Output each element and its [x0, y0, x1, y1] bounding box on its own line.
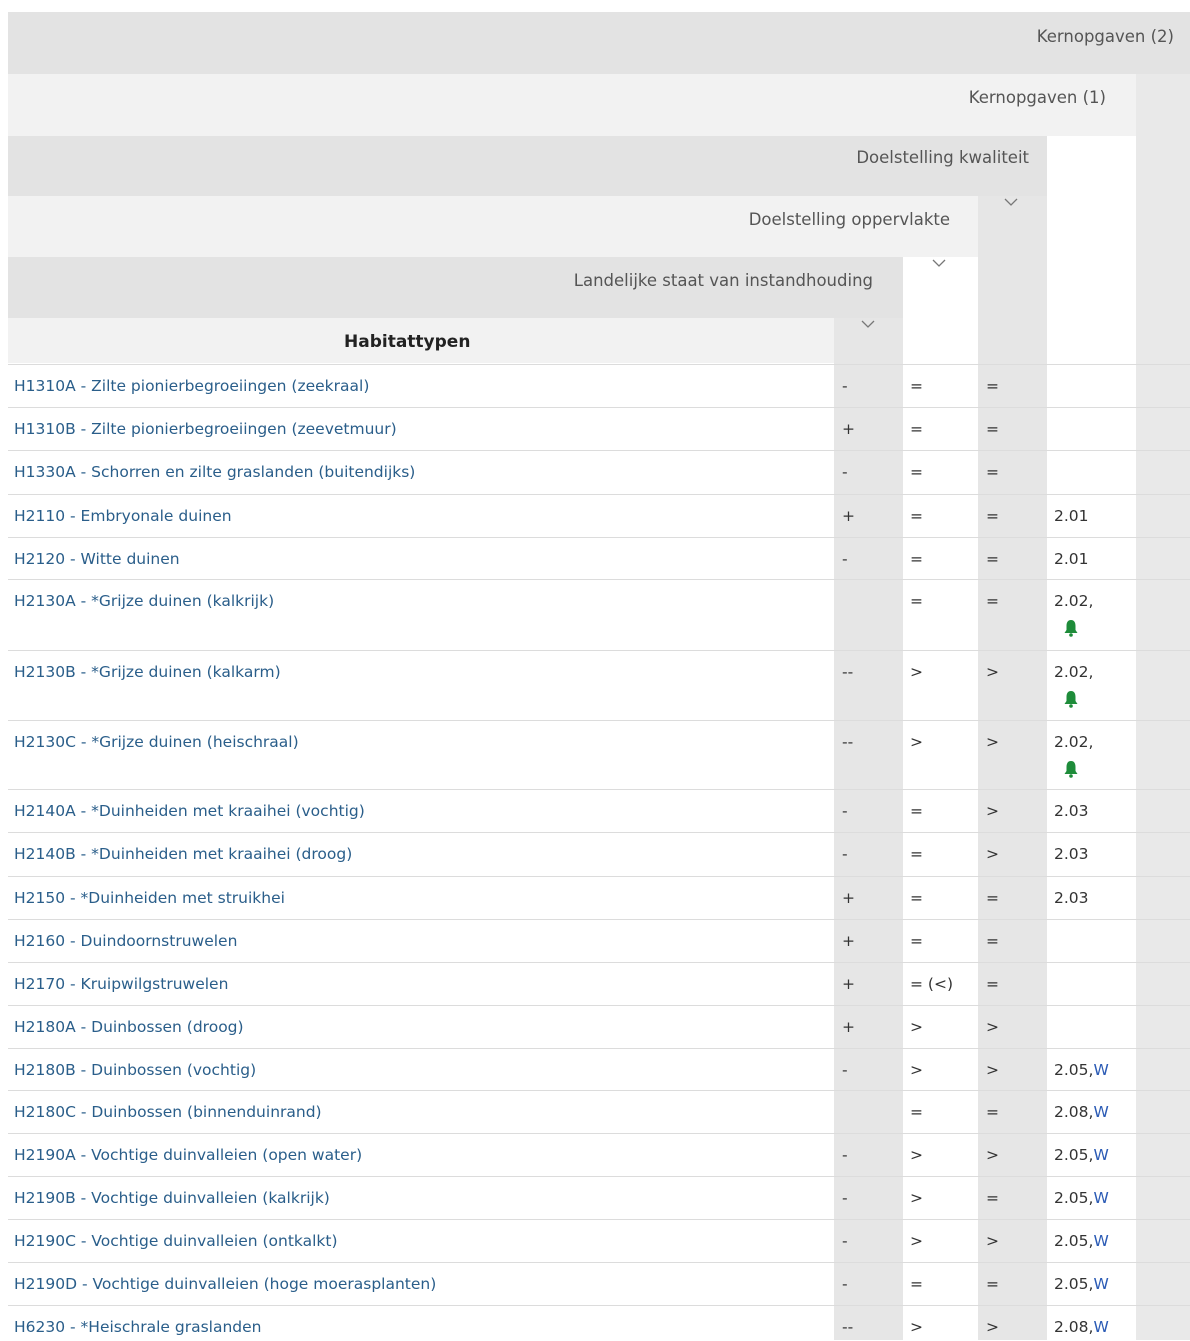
header-doelstelling-oppervlakte[interactable] — [8, 196, 978, 257]
kernopgave-value — [1054, 550, 1089, 568]
chevron-down-icon[interactable] — [1004, 198, 1022, 212]
header-kernopgaven-1[interactable] — [8, 74, 1136, 136]
kernopgave-code: 2.05, — [1054, 1146, 1094, 1164]
doel-oppervlakte-value: = — [910, 932, 923, 950]
habitat-name-link[interactable]: H6230 - *Heischrale graslanden — [14, 1318, 262, 1336]
kernopgave-value — [1054, 1189, 1109, 1207]
habitat-name-link[interactable]: H1330A - Schorren en zilte graslanden (buitendijks) — [14, 463, 416, 481]
wateropgave-link[interactable]: W — [1093, 1232, 1109, 1250]
doel-oppervlakte-value: > — [910, 1232, 923, 1250]
chevron-down-icon[interactable] — [861, 320, 879, 334]
habitat-name-link[interactable]: H2150 - *Duinheiden met struikhei — [14, 889, 285, 907]
habitat-name-link[interactable]: H2170 - Kruipwilgstruwelen — [14, 975, 229, 993]
doel-oppervlakte-value: = — [910, 802, 923, 820]
habitat-name-link[interactable]: H2180B - Duinbossen (vochtig) — [14, 1061, 257, 1079]
header-kernopgaven-2[interactable] — [8, 12, 1190, 74]
table-row[interactable] — [8, 832, 1190, 877]
doel-kwaliteit-value: = — [986, 463, 999, 481]
table-row[interactable] — [8, 1005, 1190, 1049]
doel-kwaliteit-value: = — [986, 507, 999, 525]
landelijke-staat-value: - — [842, 802, 848, 820]
habitat-name-link[interactable]: H2130A - *Grijze duinen (kalkrijk) — [14, 592, 275, 610]
header-habitattypen-label: Habitattypen — [344, 332, 471, 352]
kernopgave-value — [1054, 845, 1089, 863]
doel-kwaliteit-value: > — [986, 1018, 999, 1036]
wateropgave-link[interactable]: W — [1093, 1061, 1109, 1079]
doel-kwaliteit-value: > — [986, 1061, 999, 1079]
table-row[interactable] — [8, 1048, 1190, 1091]
doel-kwaliteit-value: = — [986, 550, 999, 568]
doel-oppervlakte-value: > — [910, 733, 923, 751]
kernopgave-value — [1054, 733, 1093, 751]
doel-oppervlakte-value: > — [910, 1318, 923, 1336]
landelijke-staat-value: + — [842, 420, 855, 438]
table-row[interactable] — [8, 537, 1190, 580]
kernopgave-value — [1054, 507, 1089, 525]
table-row[interactable] — [8, 364, 1190, 408]
doel-oppervlakte-value: = — [910, 1103, 923, 1121]
table-row[interactable] — [8, 789, 1190, 833]
doel-kwaliteit-value: = — [986, 420, 999, 438]
table-row[interactable] — [8, 1176, 1190, 1220]
doel-kwaliteit-value: > — [986, 845, 999, 863]
kernopgave-value — [1054, 1061, 1109, 1079]
doel-kwaliteit-value: > — [986, 663, 999, 681]
landelijke-staat-value: - — [842, 845, 848, 863]
kernopgave-code: 2.03 — [1054, 889, 1089, 907]
landelijke-staat-value: - — [842, 1146, 848, 1164]
habitat-name-link[interactable]: H2180A - Duinbossen (droog) — [14, 1018, 244, 1036]
doel-kwaliteit-value: > — [986, 1318, 999, 1336]
bell-icon[interactable] — [1063, 619, 1079, 637]
habitat-name-link[interactable]: H2190A - Vochtige duinvalleien (open water) — [14, 1146, 363, 1164]
kernopgave-code: 2.03 — [1054, 802, 1089, 820]
landelijke-staat-value: - — [842, 1061, 848, 1079]
doel-kwaliteit-value: > — [986, 802, 999, 820]
landelijke-staat-value: - — [842, 463, 848, 481]
doel-oppervlakte-value: = — [910, 507, 923, 525]
kernopgave-value — [1054, 1318, 1109, 1336]
landelijke-staat-value: - — [842, 377, 848, 395]
kernopgave-code: 2.01 — [1054, 550, 1089, 568]
table-row[interactable] — [8, 450, 1190, 495]
header-doelstelling-kwaliteit-label: Doelstelling kwaliteit — [856, 148, 1029, 167]
doel-oppervlakte-value: = — [910, 845, 923, 863]
wateropgave-link[interactable]: W — [1093, 1275, 1109, 1293]
kernopgave-code: 2.05, — [1054, 1061, 1094, 1079]
kernopgave-code: 2.02, — [1054, 733, 1094, 751]
header-landelijke-staat[interactable] — [8, 257, 903, 318]
kernopgave-value — [1054, 1275, 1109, 1293]
doel-kwaliteit-value: > — [986, 733, 999, 751]
doel-kwaliteit-value: = — [986, 932, 999, 950]
doel-kwaliteit-value: = — [986, 377, 999, 395]
doel-kwaliteit-value: = — [986, 975, 999, 993]
bell-icon[interactable] — [1063, 760, 1079, 778]
bell-icon[interactable] — [1063, 690, 1079, 708]
landelijke-staat-value: + — [842, 1018, 855, 1036]
table-row[interactable] — [8, 1305, 1190, 1341]
doel-oppervlakte-value: > — [910, 1189, 923, 1207]
header-habitattypen[interactable] — [8, 318, 834, 363]
habitat-name-link[interactable]: H2140B - *Duinheiden met kraaihei (droog) — [14, 845, 353, 863]
doel-oppervlakte-value: > — [910, 1146, 923, 1164]
doel-kwaliteit-value: > — [986, 1146, 999, 1164]
table-row[interactable] — [8, 919, 1190, 963]
doel-oppervlakte-value: = — [910, 889, 923, 907]
wateropgave-link[interactable]: W — [1093, 1146, 1109, 1164]
habitat-name-link[interactable]: H2140A - *Duinheiden met kraaihei (vochtig) — [14, 802, 365, 820]
habitat-name-link[interactable]: H2190D - Vochtige duinvalleien (hoge moerasplanten) — [14, 1275, 437, 1293]
chevron-down-icon[interactable] — [932, 259, 950, 273]
table-row[interactable] — [8, 1090, 1190, 1134]
doel-oppervlakte-value: = (<) — [910, 975, 953, 993]
table-row[interactable] — [8, 407, 1190, 451]
landelijke-staat-value: -- — [842, 663, 854, 681]
doel-kwaliteit-value: > — [986, 1232, 999, 1250]
table-row[interactable] — [8, 1219, 1190, 1263]
doel-oppervlakte-value: > — [910, 1061, 923, 1079]
table-row[interactable] — [8, 1133, 1190, 1177]
header-kernopgaven-1-label: Kernopgaven (1) — [968, 88, 1106, 107]
header-kernopgaven-2-label: Kernopgaven (2) — [1036, 27, 1174, 46]
doel-oppervlakte-value: = — [910, 592, 923, 610]
kernopgave-code: 2.05, — [1054, 1275, 1094, 1293]
doel-oppervlakte-value: = — [910, 420, 923, 438]
landelijke-staat-value: -- — [842, 1318, 854, 1336]
doel-kwaliteit-value: = — [986, 592, 999, 610]
kernopgave-value — [1054, 889, 1089, 907]
habitat-name-link[interactable]: H2130B - *Grijze duinen (kalkarm) — [14, 663, 281, 681]
table-row[interactable] — [8, 720, 1190, 790]
habitat-name-link[interactable]: H2110 - Embryonale duinen — [14, 507, 232, 525]
doel-oppervlakte-value: > — [910, 663, 923, 681]
kernopgave-code: 2.05, — [1054, 1189, 1094, 1207]
landelijke-staat-value: + — [842, 507, 855, 525]
habitat-name-link[interactable]: H2190B - Vochtige duinvalleien (kalkrijk) — [14, 1189, 330, 1207]
kernopgave-value — [1054, 1232, 1109, 1250]
kernopgave-code: 2.02, — [1054, 663, 1094, 681]
kernopgave-value — [1054, 663, 1093, 681]
habitat-name-link[interactable]: H2130C - *Grijze duinen (heischraal) — [14, 733, 299, 751]
table-row[interactable] — [8, 962, 1190, 1006]
landelijke-staat-value: - — [842, 550, 848, 568]
doel-oppervlakte-value: = — [910, 377, 923, 395]
kernopgave-code: 2.08, — [1054, 1318, 1094, 1336]
habitat-name-link[interactable]: H1310B - Zilte pionierbegroeiingen (zeevetmuur) — [14, 420, 397, 438]
landelijke-staat-value: - — [842, 1275, 848, 1293]
header-landelijke-staat-label: Landelijke staat van instandhouding — [573, 271, 873, 290]
habitat-name-link[interactable]: H2120 - Witte duinen — [14, 550, 180, 568]
doel-kwaliteit-value: = — [986, 1103, 999, 1121]
landelijke-staat-value: -- — [842, 733, 854, 751]
kernopgave-code: 2.03 — [1054, 845, 1089, 863]
kernopgave-code: 2.08, — [1054, 1103, 1094, 1121]
habitat-name-link[interactable]: H1310A - Zilte pionierbegroeiingen (zeekraal) — [14, 377, 370, 395]
kernopgave-value — [1054, 592, 1093, 610]
table-row[interactable] — [8, 579, 1190, 651]
landelijke-staat-value: + — [842, 975, 855, 993]
landelijke-staat-value: + — [842, 889, 855, 907]
habitat-name-link[interactable]: H2190C - Vochtige duinvalleien (ontkalkt) — [14, 1232, 338, 1250]
wateropgave-link[interactable]: W — [1093, 1103, 1109, 1121]
table-row[interactable] — [8, 494, 1190, 538]
table-row[interactable] — [8, 650, 1190, 721]
doel-oppervlakte-value: = — [910, 550, 923, 568]
doel-oppervlakte-value: > — [910, 1018, 923, 1036]
landelijke-staat-value: + — [842, 932, 855, 950]
doel-kwaliteit-value: = — [986, 1189, 999, 1207]
doel-kwaliteit-value: = — [986, 1275, 999, 1293]
doel-oppervlakte-value: = — [910, 1275, 923, 1293]
doel-kwaliteit-value: = — [986, 889, 999, 907]
table-row[interactable] — [8, 876, 1190, 920]
kernopgave-code: 2.05, — [1054, 1232, 1094, 1250]
header-doelstelling-oppervlakte-label: Doelstelling oppervlakte — [748, 210, 950, 229]
kernopgave-value — [1054, 802, 1089, 820]
wateropgave-link[interactable]: W — [1093, 1318, 1109, 1336]
kernopgave-code: 2.02, — [1054, 592, 1094, 610]
kernopgave-value — [1054, 1146, 1109, 1164]
landelijke-staat-value: - — [842, 1189, 848, 1207]
wateropgave-link[interactable]: W — [1093, 1189, 1109, 1207]
kernopgave-value — [1054, 1103, 1109, 1121]
header-doelstelling-kwaliteit[interactable] — [8, 136, 1047, 196]
habitat-name-link[interactable]: H2160 - Duindoornstruwelen — [14, 932, 238, 950]
doel-oppervlakte-value: = — [910, 463, 923, 481]
kernopgave-code: 2.01 — [1054, 507, 1089, 525]
landelijke-staat-value: - — [842, 1232, 848, 1250]
table-row[interactable] — [8, 1262, 1190, 1306]
habitat-name-link[interactable]: H2180C - Duinbossen (binnenduinrand) — [14, 1103, 322, 1121]
